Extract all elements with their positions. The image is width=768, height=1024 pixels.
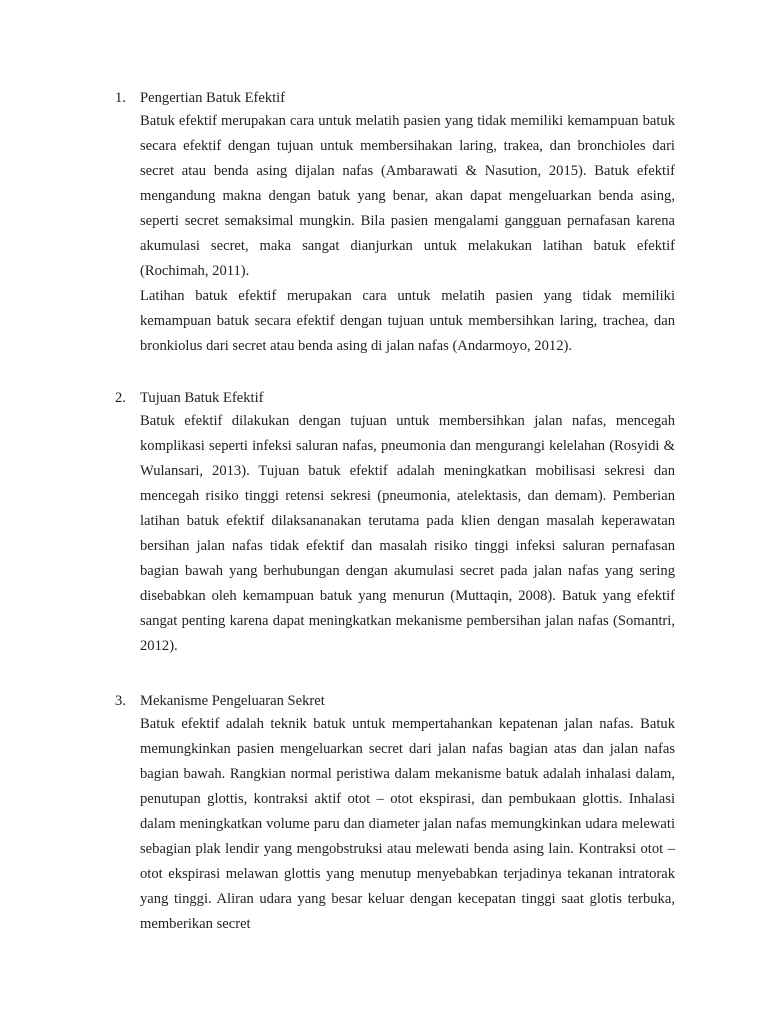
section-number: 3. (115, 693, 126, 709)
section-heading (0, 87, 768, 109)
section-mekanisme (0, 690, 768, 937)
section-tujuan (0, 387, 768, 659)
paragraph: Batuk efektif merupakan cara untuk melatih pasien yang tidak memiliki kemampuan batuk secara efektif dengan tujuan untuk membersihakan laring, trakea, dan bronchioles dari secret atau benda asing dijalan nafas (Ambarawati & Nasution, 2015). Batuk efektif mengandung makna dengan batuk yang benar, akan dapat mengeluarkan benda asing, seperti secret semaksimal mungkin. Bila pasien mengalami gangguan pernafasan karena akumulasi secret, maka sangat dianjurkan untuk melakukan latihan batuk efektif (Rochimah, 2011). (140, 113, 675, 279)
paragraph: Batuk efektif adalah teknik batuk untuk mempertahankan kepatenan jalan nafas. Batuk memungkinkan pasien mengeluarkan secret dari jalan nafas bagian atas dan jalan nafas bagian bawah. Rangkian normal peristiwa dalam mekanisme batuk adalah inhalasi dalam, penutupan glottis, kontraksi aktif otot – otot ekspirasi, dan pembukaan glottis. Inhalasi dalam meningkatkan volume paru dan diameter jalan nafas memungkinkan udara melewati sebagian plak lendir yang mengobstruksi atau melewati benda asing lain. Kontraksi otot – otot ekspirasi melawan glottis yang menutup menyebabkan terjadinya tekanan intratorak yang tinggi. Aliran udara yang besar keluar dengan kecepatan tinggi saat glotis terbuka, memberikan secret (140, 716, 675, 932)
section-number: 2. (115, 390, 126, 406)
section-title: Pengertian Batuk Efektif (140, 90, 286, 106)
section-pengertian (0, 87, 768, 359)
section-title: Mekanisme Pengeluaran Sekret (140, 693, 325, 709)
paragraph: Latihan batuk efektif merupakan cara untuk melatih pasien yang tidak memiliki kemampuan batuk secara efektif dengan tujuan untuk membersihkan laring, trachea, dan bronkiolus dari secret atau benda asing di jalan nafas (Andarmoyo, 2012). (140, 288, 675, 354)
section-heading (0, 387, 768, 409)
paragraph: Batuk efektif dilakukan dengan tujuan untuk membersihkan jalan nafas, mencegah komplikasi seperti infeksi saluran nafas, pneumonia dan mengurangi kelelahan (Rosyidi & Wulansari, 2013). Tujuan batuk efektif adalah meningkatkan mobilisasi sekresi dan mencegah risiko tinggi retensi sekresi (pneumonia, atelektasis, dan demam). Pemberian latihan batuk efektif dilaksananakan terutama pada klien dengan masalah keperawatan bersihan jalan nafas tidak efektif dan masalah risiko tinggi infeksi saluran pernafasan bagian bawah yang berhubungan dengan akumulasi secret pada jalan nafas yang sering disebabkan oleh kemampuan batuk yang menurun (Muttaqin, 2008). Batuk yang efektif sangat penting karena dapat meningkatkan mekanisme pembersihan jalan nafas (Somantri, 2012). (140, 413, 675, 654)
section-number: 1. (115, 90, 126, 106)
section-title: Tujuan Batuk Efektif (140, 390, 264, 406)
section-heading (0, 690, 768, 712)
